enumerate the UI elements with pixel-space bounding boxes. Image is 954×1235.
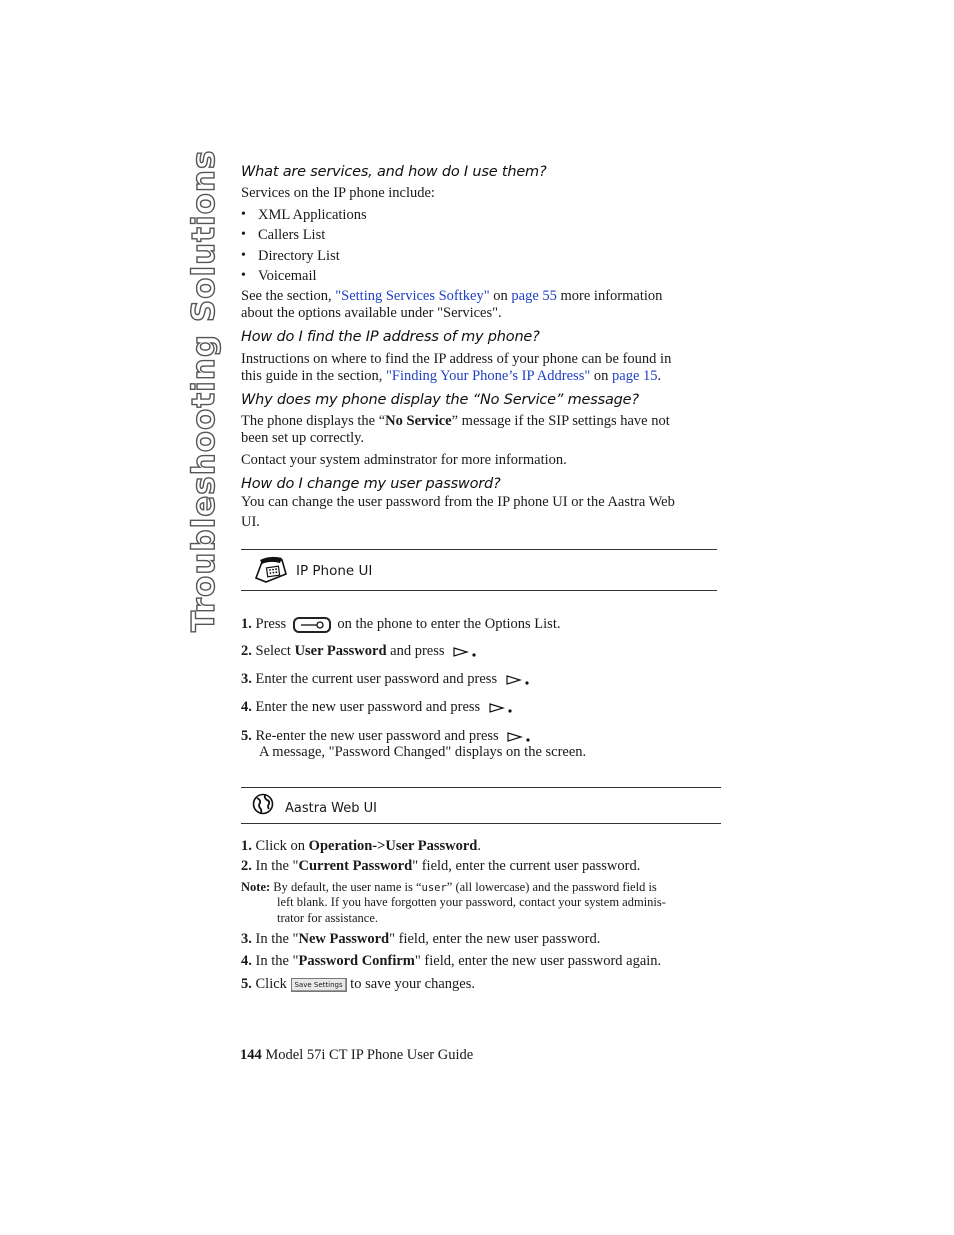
step-bold: Operation->User Password	[308, 838, 478, 854]
step-text-post: on the phone to enter the Options List.	[337, 616, 561, 632]
right-arrow-key-icon	[506, 731, 532, 743]
page-number: 144	[240, 1047, 262, 1063]
ip-phone-ui-label: IP Phone UI	[296, 563, 373, 579]
list-item: Directory List	[258, 248, 340, 264]
step-number: 4.	[241, 953, 252, 969]
step-number: 3.	[241, 671, 252, 687]
right-arrow-key-icon	[505, 674, 531, 686]
step-bold: User Password	[294, 643, 387, 659]
step-number: 1.	[241, 616, 252, 632]
save-settings-button[interactable]: Save Settings	[291, 978, 347, 992]
no-service-pre: The phone displays the “	[241, 413, 386, 429]
web-step-3	[241, 931, 600, 948]
note-label: Note:	[241, 880, 271, 894]
ip-address-text: this guide in the section,	[241, 368, 386, 384]
step-text: In the "	[255, 953, 299, 969]
step-text-post: and press	[386, 643, 445, 659]
bullet-icon: •	[241, 248, 246, 263]
step-text: Select	[255, 643, 295, 659]
phone-icon	[252, 556, 288, 584]
note-line-2: left blank. If you have forgotten your password, contact your system adminis-	[277, 895, 666, 909]
side-section-title: Troubleshooting Solutions	[186, 149, 222, 632]
no-service-line-1	[241, 413, 670, 430]
web-step-4	[241, 953, 661, 970]
services-intro: Services on the IP phone include:	[241, 185, 435, 201]
list-item: Voicemail	[258, 268, 317, 284]
step-text: Re-enter the new user password and press	[255, 728, 499, 744]
see-text: See the section,	[241, 288, 336, 304]
step-text: In the "	[255, 931, 299, 947]
step-number: 1.	[241, 838, 252, 854]
web-step-1	[241, 838, 481, 855]
step-number: 5.	[241, 728, 252, 744]
step-number: 3.	[241, 931, 252, 947]
bullet-icon: •	[241, 268, 246, 283]
right-arrow-key-icon	[488, 702, 514, 714]
step-bold: Password Confirm	[298, 953, 415, 969]
web-step-2	[241, 858, 640, 875]
list-item: Callers List	[258, 227, 326, 243]
web-step-5	[241, 976, 475, 993]
step-bold: New Password	[298, 931, 390, 947]
guide-title: Model 57i CT IP Phone User Guide	[265, 1047, 474, 1063]
setting-services-softkey-link[interactable]: "Setting Services Softkey"	[335, 288, 490, 304]
page-55-link[interactable]: page 55	[511, 288, 557, 304]
note-text-post: ” (all lowercase) and the password field is	[446, 880, 657, 894]
no-service-post: ” message if the SIP settings have not	[451, 413, 670, 429]
step-bold: Current Password	[298, 858, 413, 874]
ip-step-1	[241, 616, 560, 633]
globe-icon	[252, 793, 274, 815]
step-text: Enter the new user password and press	[255, 699, 481, 715]
password-line-1: You can change the user password from the IP phone UI or the Aastra Web	[241, 494, 675, 510]
ip-address-line-2	[241, 368, 661, 385]
ip-step-3	[241, 671, 531, 688]
note-text: By default, the user name is “	[273, 880, 422, 894]
page-15-link[interactable]: page 15	[612, 368, 658, 384]
note-line-3: trator for assistance.	[277, 911, 379, 925]
step-number: 2.	[241, 643, 252, 659]
ip-on-text: on	[590, 368, 613, 384]
step-number: 5.	[241, 976, 252, 992]
services-see-line-2: about the options available under "Services".	[241, 305, 502, 321]
password-heading: How do I change my user password?	[241, 476, 501, 492]
divider-top	[241, 549, 717, 550]
right-arrow-key-icon	[452, 646, 478, 658]
step-text-post: " field, enter the current user password.	[412, 858, 641, 874]
services-see-line	[241, 288, 662, 305]
step-text-post: .	[477, 838, 481, 854]
password-line-2: UI.	[241, 514, 260, 530]
no-service-heading: Why does my phone display the “No Service” message?	[241, 392, 639, 408]
ip-address-heading: How do I find the IP address of my phone?	[241, 329, 540, 345]
ip-post-text: .	[657, 368, 662, 384]
step-number: 4.	[241, 699, 252, 715]
step-number: 2.	[241, 858, 252, 874]
page-footer	[240, 1047, 473, 1064]
step-text-post: to save your changes.	[350, 976, 475, 992]
bullet-icon: •	[241, 207, 246, 222]
step-text: In the "	[255, 858, 299, 874]
ip-step-4	[241, 699, 514, 716]
divider-bottom	[241, 590, 717, 591]
divider-top	[241, 787, 721, 788]
step-text-post: " field, enter the new user password.	[389, 931, 601, 947]
no-service-line-3: Contact your system adminstrator for more information.	[241, 452, 567, 468]
finding-ip-address-link[interactable]: "Finding Your Phone’s IP Address"	[385, 368, 591, 384]
note-username: user	[421, 882, 447, 894]
no-service-line-2: been set up correctly.	[241, 430, 365, 446]
divider-bottom	[241, 823, 721, 824]
options-key-icon	[293, 617, 331, 633]
ip-step-2	[241, 643, 478, 660]
step-text: Click	[255, 976, 287, 992]
step-text: Enter the current user password and press	[255, 671, 498, 687]
services-heading: What are services, and how do I use them?	[241, 164, 547, 180]
step-text-post: " field, enter the new user password again.	[414, 953, 662, 969]
ip-address-line-1: Instructions on where to find the IP address of your phone can be found in	[241, 351, 672, 367]
no-service-bold: No Service	[385, 413, 452, 429]
list-item: XML Applications	[258, 207, 367, 223]
step-text: Press	[255, 616, 287, 632]
see-post-text: more information	[556, 288, 663, 304]
aastra-web-ui-label: Aastra Web UI	[285, 801, 377, 816]
step-text: Click on	[255, 838, 309, 854]
bullet-icon: •	[241, 227, 246, 242]
ip-step-5-sub: A message, "Password Changed" displays on the screen.	[259, 744, 587, 760]
see-on-text: on	[489, 288, 512, 304]
ip-step-5	[241, 728, 532, 745]
